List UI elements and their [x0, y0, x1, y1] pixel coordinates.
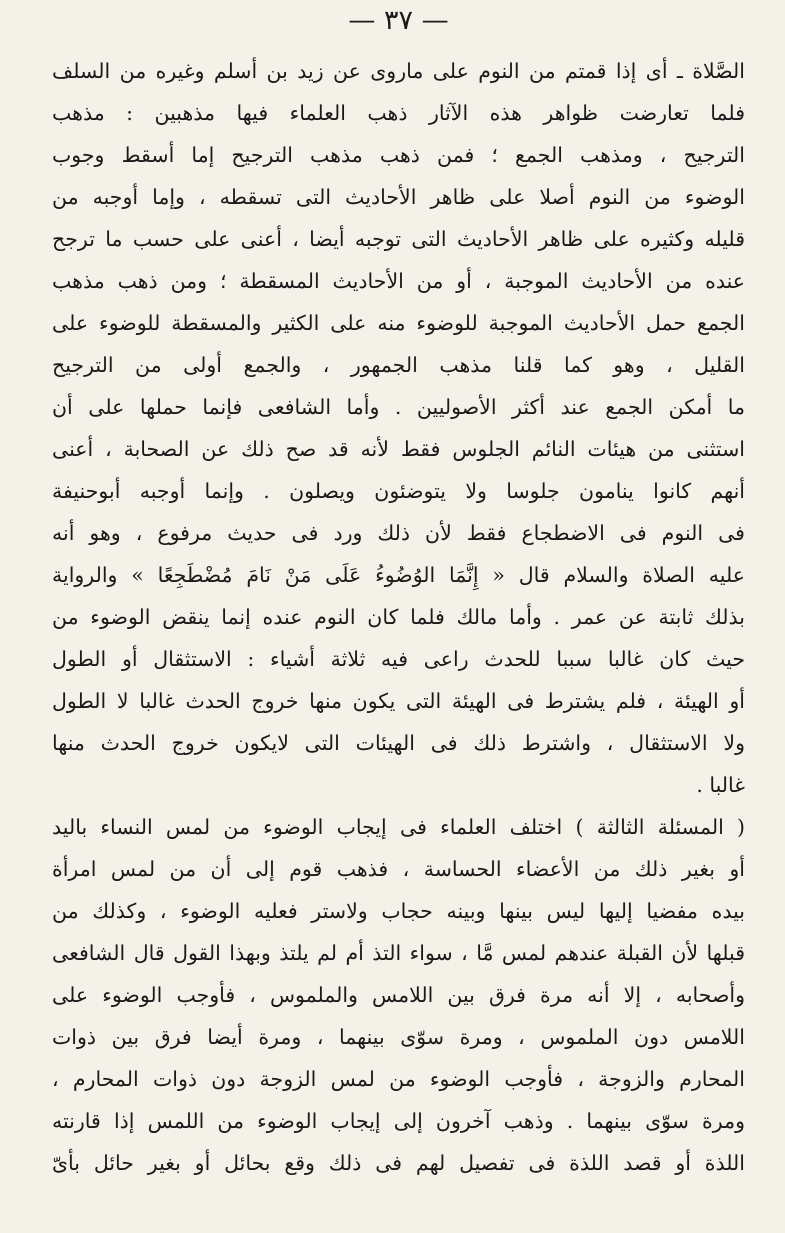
text-line: أنهم كانوا ينامون جلوسا ولا يتوضئون ويصلون . وإنما أوجبه أبوحنيفة [52, 479, 745, 503]
text-line: المحارم والزوجة ، فأوجب الوضوء من لمس الزوجة دون ذوات المحارم ، [52, 1067, 745, 1091]
text-line: أو الهيئة ، فلم يشترط فى الهيئة التى يكون منها خروج الحدث غالبا لا الطول [52, 689, 745, 713]
text-line: ولا الاستثقال ، واشترط ذلك فى الهيئات التى لايكون خروج الحدث منها [52, 731, 745, 755]
page-number: — ٣٧ — [348, 5, 449, 36]
text-line: اللامس دون الملموس ، ومرة سوّى بينهما ، ومرة أيضا فرق بين ذوات [52, 1025, 745, 1049]
text-line: الترجيح ، ومذهب الجمع ؛ فمن ذهب مذهب الترجيح إما أسقط وجوب [52, 143, 745, 167]
text-line: الصَّلاة ـ أى إذا قمتم من النوم على ماروى عن زيد بن أسلم وغيره من السلف [52, 59, 745, 83]
text-line: عنده من الأحاديث الموجبة ، أو من الأحاديث المسقطة ؛ ومن ذهب مذهب [52, 269, 745, 293]
text-line: قليله وكثيره على ظاهر الأحاديث التى توجبه أيضا ، أعنى على حسب ما ترجح [52, 227, 745, 251]
text-line: فى النوم فى الاضطجاع فقط لأن ذلك ورد فى حديث مرفوع ، وهو أنه [52, 521, 745, 545]
text-line: فلما تعارضت ظواهر هذه الآثار ذهب العلماء فيها مذهبين : مذهب [52, 101, 745, 125]
text-line: أو بغير ذلك من الأعضاء الحساسة ، فذهب قوم إلى أن من لمس امرأة [52, 857, 745, 881]
text-line: القليل ، وهو كما قلنا مذهب الجمهور ، والجمع أولى من الترجيح [52, 353, 745, 377]
text-line: عليه الصلاة والسلام قال « إِنَّمَا الوُضُوءُ عَلَى مَنْ نَامَ مُضْطَجِعًا » والرواية [52, 563, 745, 587]
text-line: استثنى من هيئات النائم الجلوس فقط لأنه قد صح ذلك عن الصحابة ، أعنى [52, 437, 745, 461]
text-line: بيده مفضيا إليها ليس بينها وبينه حجاب ولاستر فعليه الوضوء ، وكذلك من [52, 899, 745, 923]
text-line: اللذة أو قصد اللذة فى تفصيل لهم فى ذلك وقع بحائل أو بغير حائل بأىّ [52, 1151, 745, 1175]
paragraph-end-line: غالبا . [696, 773, 745, 797]
text-line: قبلها لأن القبلة عندهم لمس مَّا ، سواء التذ أم لم يلتذ وبهذا القول قال الشافعى [52, 941, 745, 965]
text-line: ومرة سوّى بينهما . وذهب آخرون إلى إيجاب الوضوء من اللمس إذا قارنته [52, 1109, 745, 1133]
text-line: الوضوء من النوم أصلا على ظاهر الأحاديث التى تسقطه ، وإما أوجبه من [52, 185, 745, 209]
text-line: الجمع حمل الأحاديث الموجبة للوضوء منه على الكثير والمسقطة للوضوء على [52, 311, 745, 335]
text-line: وأصحابه ، إلا أنه مرة فرق بين اللامس والملموس ، فأوجب الوضوء على [52, 983, 745, 1007]
text-line: ما أمكن الجمع عند أكثر الأصوليين . وأما الشافعى فإنما حملها على أن [52, 395, 745, 419]
page-body-text [52, 50, 745, 1184]
text-line: ( المسئلة الثالثة ) اختلف العلماء فى إيجاب الوضوء من لمس النساء باليد [52, 815, 745, 839]
text-line: حيث كان غالبا سببا للحدث راعى فيه ثلاثة أشياء : الاستثقال أو الطول [52, 647, 745, 671]
text-line: بذلك ثابتة عن عمر . وأما مالك فلما كان النوم عنده إنما ينقض الوضوء من [52, 605, 745, 629]
